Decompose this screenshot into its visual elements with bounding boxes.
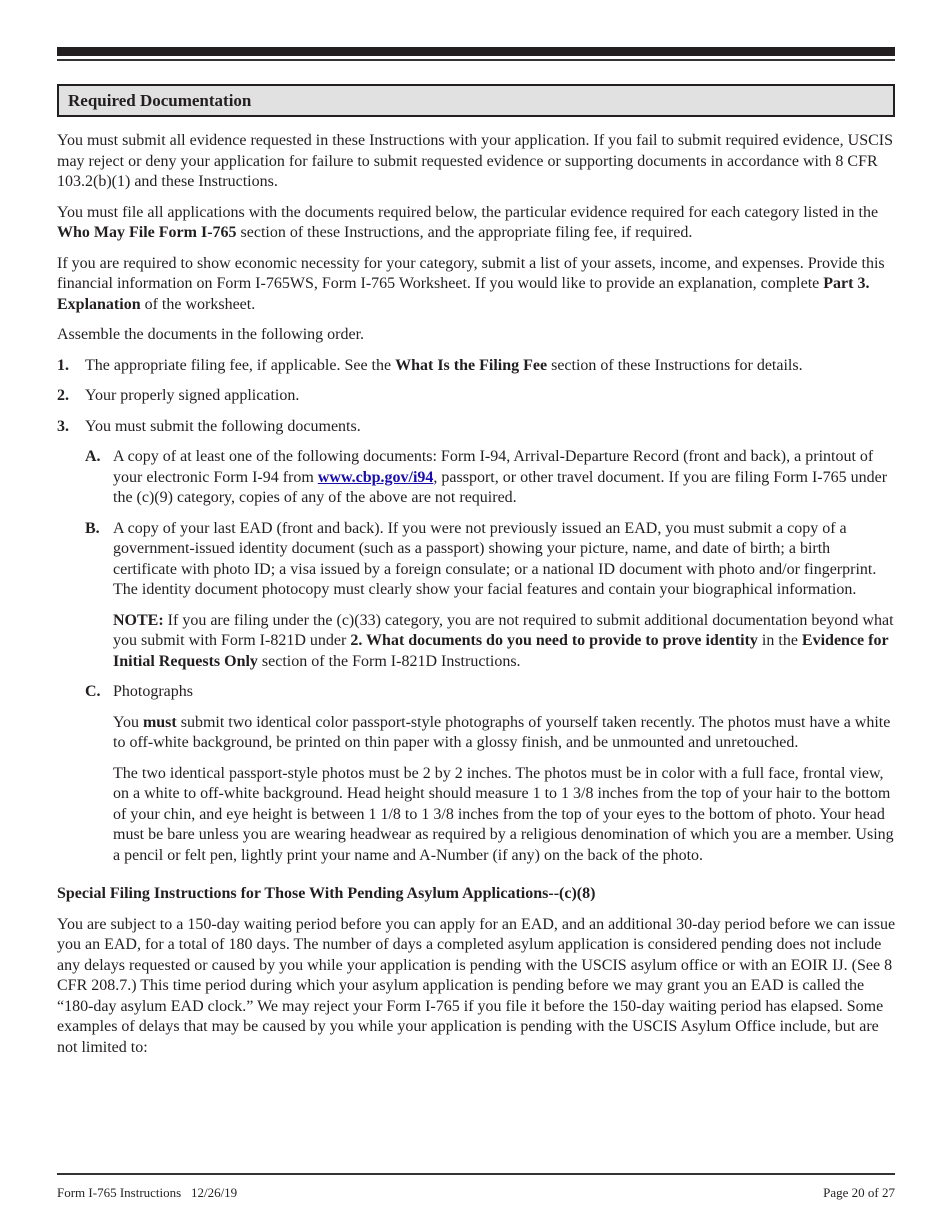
bold-text: Part 3. Explanation bbox=[57, 275, 870, 313]
bold-text: Evidence for Initial Requests Only bbox=[113, 632, 889, 670]
paragraph bbox=[57, 203, 897, 244]
text-run: A copy of your last EAD (front and back). If you were not previously issued an EAD, you must submit a copy of a government-issued identity document (such as a passport) showing your picture, name, and date of birth; a birth certificate with photo ID; a visa issued by a foreign consulate; or a national ID document with photo and/or fingerprint. The identity document photocopy must clearly show your facial features and contain your biographical information. bbox=[113, 519, 877, 598]
sublist-letter: B. bbox=[85, 519, 100, 537]
sublist-text bbox=[113, 447, 897, 509]
list-item bbox=[57, 417, 897, 438]
sublist-item bbox=[85, 447, 897, 509]
sublist-text bbox=[113, 682, 193, 703]
text-run: You are subject to a 150-day waiting period before you can apply for an EAD, and an additional 30-day period before we can issue you an EAD, for a total of 180 days. The number of days a completed asylum application is considered pending does not include any delays requested or caused by you while your application is pending with the USCIS asylum office or with an EOIR IJ. (See 8 CFR 208.7.) This time period during which your asylum application is pending before we may grant you an EAD is called the “180-day asylum EAD clock.” We may reject your Form I-765 if you file it before the 150-day waiting period has elapsed. Some examples of delays that may be caused by you while your application is pending with the USCIS Asylum Office include, but are not limited to: bbox=[57, 915, 896, 1056]
text-run: If you are required to show economic necessity for your category, submit a list of your assets, income, and expenses. Provide this financial information on Form I-765WS, Form I-765 Worksheet. If you would like to provide an explanation, complete bbox=[57, 254, 885, 292]
text-run: submit two identical color passport-style photographs of yourself taken recently. The photos must have a white to off-white background, be printed on thin paper with a glossy finish, and be unmounted and unretouched. bbox=[113, 713, 891, 751]
list-number: 2. bbox=[57, 387, 69, 404]
list-item bbox=[57, 356, 897, 377]
text-run: You must submit the following documents. bbox=[85, 417, 361, 435]
list-text bbox=[85, 356, 803, 377]
paragraph bbox=[57, 254, 897, 316]
list-text bbox=[85, 386, 299, 407]
bold-text: must bbox=[142, 713, 177, 731]
text-run: You must file all applications with the documents required below, the particular evidence required for each category listed in the bbox=[57, 203, 879, 221]
text-run: Assemble the documents in the following order. bbox=[57, 326, 365, 343]
document-body bbox=[57, 131, 897, 1068]
bold-text: 2. What documents do you need to provide to prove identity bbox=[350, 632, 758, 649]
text-run: A copy of at least one of the following documents: Form I-94, Arrival-Departure Record (front and back), a printout of your electronic Form I-94 from bbox=[113, 448, 874, 486]
text-run: of the worksheet. bbox=[140, 295, 256, 313]
sublist-paragraph bbox=[113, 713, 897, 754]
bold-text: What Is the Filing Fee bbox=[395, 356, 548, 374]
text-run: in the bbox=[757, 632, 802, 649]
sublist-paragraph bbox=[113, 611, 897, 673]
text-run: Photographs bbox=[113, 683, 193, 700]
sublist-text bbox=[113, 519, 897, 601]
list-number: 3. bbox=[57, 417, 69, 435]
text-run: You must submit all evidence requested in these Instructions with your application. If you fail to submit required evidence, USCIS may reject or deny your application for failure to submit requested evidence or supporting documents in accordance with 8 CFR 103.2(b)(1) and these Instructions. bbox=[57, 132, 893, 190]
section-title: Required Documentation bbox=[68, 91, 252, 110]
sublist-letter: C. bbox=[85, 683, 101, 700]
sublist-item bbox=[85, 519, 897, 601]
sublist-letter: A. bbox=[85, 448, 101, 465]
text-run: If you are filing under the (c)(33) category, you are not required to submit additional documentation beyond what you submit with Form I-821D under bbox=[113, 611, 894, 649]
sublist-paragraph bbox=[113, 764, 897, 867]
bold-text: NOTE: bbox=[113, 611, 164, 629]
paragraph bbox=[57, 131, 897, 193]
text-run: section of these Instructions, and the appropriate filing fee, if required. bbox=[236, 224, 693, 241]
footer-form-name: Form I-765 Instructions 12/26/19 bbox=[57, 1185, 238, 1200]
list-text bbox=[85, 417, 361, 438]
list-item bbox=[57, 386, 897, 407]
link-cbp-i94[interactable]: www.cbp.gov/i94 bbox=[317, 468, 434, 486]
text-run: section of these Instructions for details. bbox=[547, 356, 803, 374]
sublist-item bbox=[85, 682, 897, 703]
footer-rule bbox=[57, 1173, 895, 1175]
top-rule-thin bbox=[57, 59, 895, 61]
text-run: Your properly signed application. bbox=[85, 387, 300, 404]
footer-page-number: Page 20 of 27 bbox=[823, 1185, 895, 1200]
text-run: section of the Form I-821D Instructions. bbox=[257, 652, 521, 670]
text-run: The two identical passport-style photos must be 2 by 2 inches. The photos must be in color with a full face, frontal view, on a white to off-white background. Head height should measure 1 to 1 3/8 inches from the top of your hair to the bottom of your chin, and eye height is between 1 1/8 to 1 3/8 inches from the top of your eyes to the bottom of photo. Your head must be bare unless you are wearing headwear as required by a religious denomination of which you are a member. Using a pencil or felt pen, lightly print your name and A-Number (if any) on the back of the photo. bbox=[113, 764, 894, 864]
section-header bbox=[57, 84, 895, 117]
paragraph bbox=[57, 325, 897, 346]
text-run: You bbox=[113, 713, 143, 731]
text-run: , passport, or other travel document. If you are filing Form I-765 under the (c)(9) category, copies of any of the above are not required. bbox=[113, 468, 888, 506]
subheading: Special Filing Instructions for Those With Pending Asylum Applications--(c)(8) bbox=[57, 885, 596, 902]
bold-text: Who May File Form I-765 bbox=[57, 224, 237, 241]
text-run: The appropriate filing fee, if applicable. See the bbox=[85, 356, 396, 374]
list-number: 1. bbox=[57, 356, 69, 374]
paragraph bbox=[57, 915, 897, 1059]
top-rule-thick bbox=[57, 47, 895, 56]
